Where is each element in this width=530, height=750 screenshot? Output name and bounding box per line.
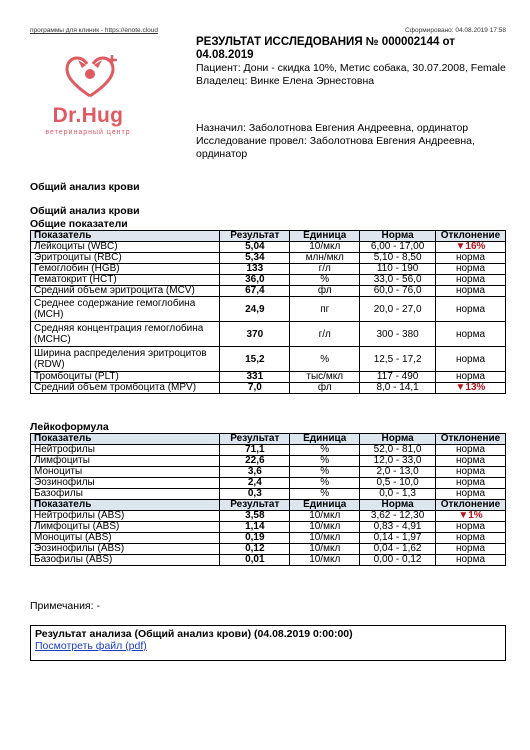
row-name: Нейтрофилы (ABS) [31,511,220,522]
row-value: 0,12 [220,544,290,555]
table-row [31,555,506,566]
table-row [31,275,506,286]
row-deviation: норма [435,533,505,544]
row-norm: 0,5 - 10,0 [360,478,436,489]
col-header: Результат [220,434,290,445]
table-row [31,533,506,544]
row-name: Средний объем тромбоцита (MPV) [31,383,220,394]
row-value: 67,4 [220,286,290,297]
table-row [31,253,506,264]
row-unit: % [290,489,360,500]
row-deviation: норма [435,522,505,533]
row-deviation: норма [436,253,506,264]
general-table [30,230,506,394]
row-name: Среднее содержание гемоглобина (MCH) [31,297,220,322]
row-deviation: норма [436,264,506,275]
col-header: Норма [360,500,436,511]
row-value: 7,0 [220,383,290,394]
row-unit: 10/мкл [290,511,360,522]
row-name: Эозинофилы [31,478,220,489]
col-header: Отклонение [435,500,505,511]
row-unit: 10/мкл [290,242,360,253]
row-norm: 2,0 - 13,0 [360,467,436,478]
row-norm: 8,0 - 14,1 [360,383,436,394]
result-title: Результат анализа (Общий анализ крови) (04.08.2019 0:00:00) [35,628,353,640]
row-name: Гемоглобин (HGB) [31,264,220,275]
row-value: 36,0 [220,275,290,286]
row-norm: 0,00 - 0,12 [360,555,436,566]
row-name: Тромбоциты (PLT) [31,372,220,383]
row-unit: фл [290,286,360,297]
table-row [31,242,506,253]
row-value: 22,6 [220,456,290,467]
leuko-title: Лейкоформула [30,421,109,433]
clinic-logo [28,52,173,147]
row-value: 0,01 [220,555,290,566]
row-norm: 12,5 - 17,2 [360,347,436,372]
row-unit: 10/мкл [290,522,360,533]
heart-dog-icon [60,52,120,102]
table-header-row [31,500,506,511]
row-deviation: норма [436,322,506,347]
patient-info: Пациент: Дони - скидка 10%, Метис собака, 30.07.2008, Female [196,62,506,74]
table-row [31,478,506,489]
row-unit: млн/мкл [290,253,360,264]
col-header: Результат [220,231,290,242]
row-name: Лейкоциты (WBC) [31,242,220,253]
table-row [31,286,506,297]
row-name: Базофилы [31,489,220,500]
row-deviation: норма [435,445,505,456]
row-unit: 10/мкл [290,533,360,544]
table-row [31,322,506,347]
row-deviation: ▼13% [436,383,506,394]
row-norm: 0,14 - 1,97 [360,533,436,544]
result-box [30,625,506,661]
notes: Примечания: - [30,600,100,612]
row-norm: 0,04 - 1,62 [360,544,436,555]
col-header: Отклонение [436,231,506,242]
row-unit: % [290,478,360,489]
row-unit: % [290,275,360,286]
row-deviation: норма [435,456,505,467]
row-deviation: норма [435,544,505,555]
col-header: Показатель [31,231,220,242]
row-norm: 110 - 190 [360,264,436,275]
row-name: Моноциты [31,467,220,478]
row-value: 133 [220,264,290,275]
row-unit: % [290,456,360,467]
col-header: Норма [360,231,436,242]
table-row [31,445,506,456]
row-deviation: норма [435,489,505,500]
row-name: Эритроциты (RBC) [31,253,220,264]
row-norm: 12,0 - 33,0 [360,456,436,467]
report-header-continued [196,122,506,161]
col-header: Отклонение [435,434,505,445]
table-row [31,511,506,522]
row-value: 2,4 [220,478,290,489]
table-header-row [31,434,506,445]
row-unit: 10/мкл [290,555,360,566]
table-row [31,489,506,500]
row-value: 24,9 [220,297,290,322]
row-deviation: норма [435,478,505,489]
assigned-by: Назначил: Заболотнова Евгения Андреевна, ординатор [196,122,469,134]
view-file-link[interactable]: Посмотреть файл (pdf) [35,640,147,652]
analysis-title: Общий анализ крови [30,181,140,193]
row-unit: фл [290,383,360,394]
row-norm: 60,0 - 76,0 [360,286,436,297]
row-value: 3,6 [220,467,290,478]
row-norm: 20,0 - 27,0 [360,297,436,322]
table-row [31,347,506,372]
table-row [31,467,506,478]
col-header: Единица [290,500,360,511]
row-deviation: норма [436,286,506,297]
row-value: 0,3 [220,489,290,500]
col-header: Показатель [31,434,220,445]
row-value: 5,04 [220,242,290,253]
row-name: Нейтрофилы [31,445,220,456]
row-deviation: ▼16% [436,242,506,253]
row-deviation: норма [435,555,505,566]
col-header: Результат [220,500,290,511]
table-row [31,522,506,533]
row-unit: г/л [290,264,360,275]
row-norm: 6,00 - 17,00 [360,242,436,253]
row-name: Базофилы (ABS) [31,555,220,566]
row-norm: 33,0 - 56,0 [360,275,436,286]
row-norm: 3,62 - 12,30 [360,511,436,522]
row-norm: 52,0 - 81,0 [360,445,436,456]
generated-timestamp: Сформировано: 04.08.2019 17:58 [404,27,506,34]
row-value: 71,1 [220,445,290,456]
row-norm: 5,10 - 8,50 [360,253,436,264]
report-header [196,36,506,85]
table-row [31,544,506,555]
col-header: Единица [290,231,360,242]
software-link[interactable]: программы для клиник - https://enote.cloud [30,27,158,34]
group-title: Общий анализ крови [30,205,140,217]
leuko-table [30,433,506,566]
row-value: 370 [220,322,290,347]
table-row [31,297,506,322]
row-name: Средняя концентрация гемоглобина (MCHC) [31,322,220,347]
row-norm: 117 - 490 [360,372,436,383]
row-norm: 0,83 - 4,91 [360,522,436,533]
table-header-row [31,231,506,242]
row-deviation: норма [436,347,506,372]
row-name: Лимфоциты (ABS) [31,522,220,533]
row-value: 0,19 [220,533,290,544]
row-unit: 10/мкл [290,544,360,555]
table-row [31,456,506,467]
row-unit: г/л [290,322,360,347]
row-unit: пг [290,297,360,322]
row-unit: % [290,445,360,456]
row-value: 15,2 [220,347,290,372]
brand-name: Dr.Hug [52,104,124,127]
row-name: Ширина распределения эритроцитов (RDW) [31,347,220,372]
row-value: 331 [220,372,290,383]
subgroup-title: Общие показатели [30,218,128,230]
brand-subtitle: ветеринарный центр [45,129,131,136]
row-unit: тыс/мкл [290,372,360,383]
row-deviation: ▼1% [435,511,505,522]
row-name: Гематокрит (HCT) [31,275,220,286]
row-deviation: норма [436,275,506,286]
row-unit: % [290,467,360,478]
owner-info: Владелец: Винке Елена Эрнестовна [196,75,375,85]
row-unit: % [290,347,360,372]
col-header: Показатель [31,500,220,511]
row-name: Средний объем эритроцита (MCV) [31,286,220,297]
col-header: Единица [290,434,360,445]
table-row [31,264,506,275]
table-row [31,372,506,383]
table-row [31,383,506,394]
col-header: Норма [360,434,436,445]
row-value: 1,14 [220,522,290,533]
row-norm: 300 - 380 [360,322,436,347]
row-deviation: норма [435,467,505,478]
row-value: 3,58 [220,511,290,522]
row-value: 5,34 [220,253,290,264]
row-name: Лимфоциты [31,456,220,467]
row-name: Эозинофилы (ABS) [31,544,220,555]
row-deviation: норма [436,372,506,383]
row-norm: 0,0 - 1,3 [360,489,436,500]
row-name: Моноциты (ABS) [31,533,220,544]
report-title: РЕЗУЛЬТАТ ИССЛЕДОВАНИЯ № 000002144 от 04.08.2019 [196,36,455,61]
row-deviation: норма [436,297,506,322]
performed-by: Исследование провел: Заболотнова Евгения Андреевна, ординатор [196,135,475,160]
